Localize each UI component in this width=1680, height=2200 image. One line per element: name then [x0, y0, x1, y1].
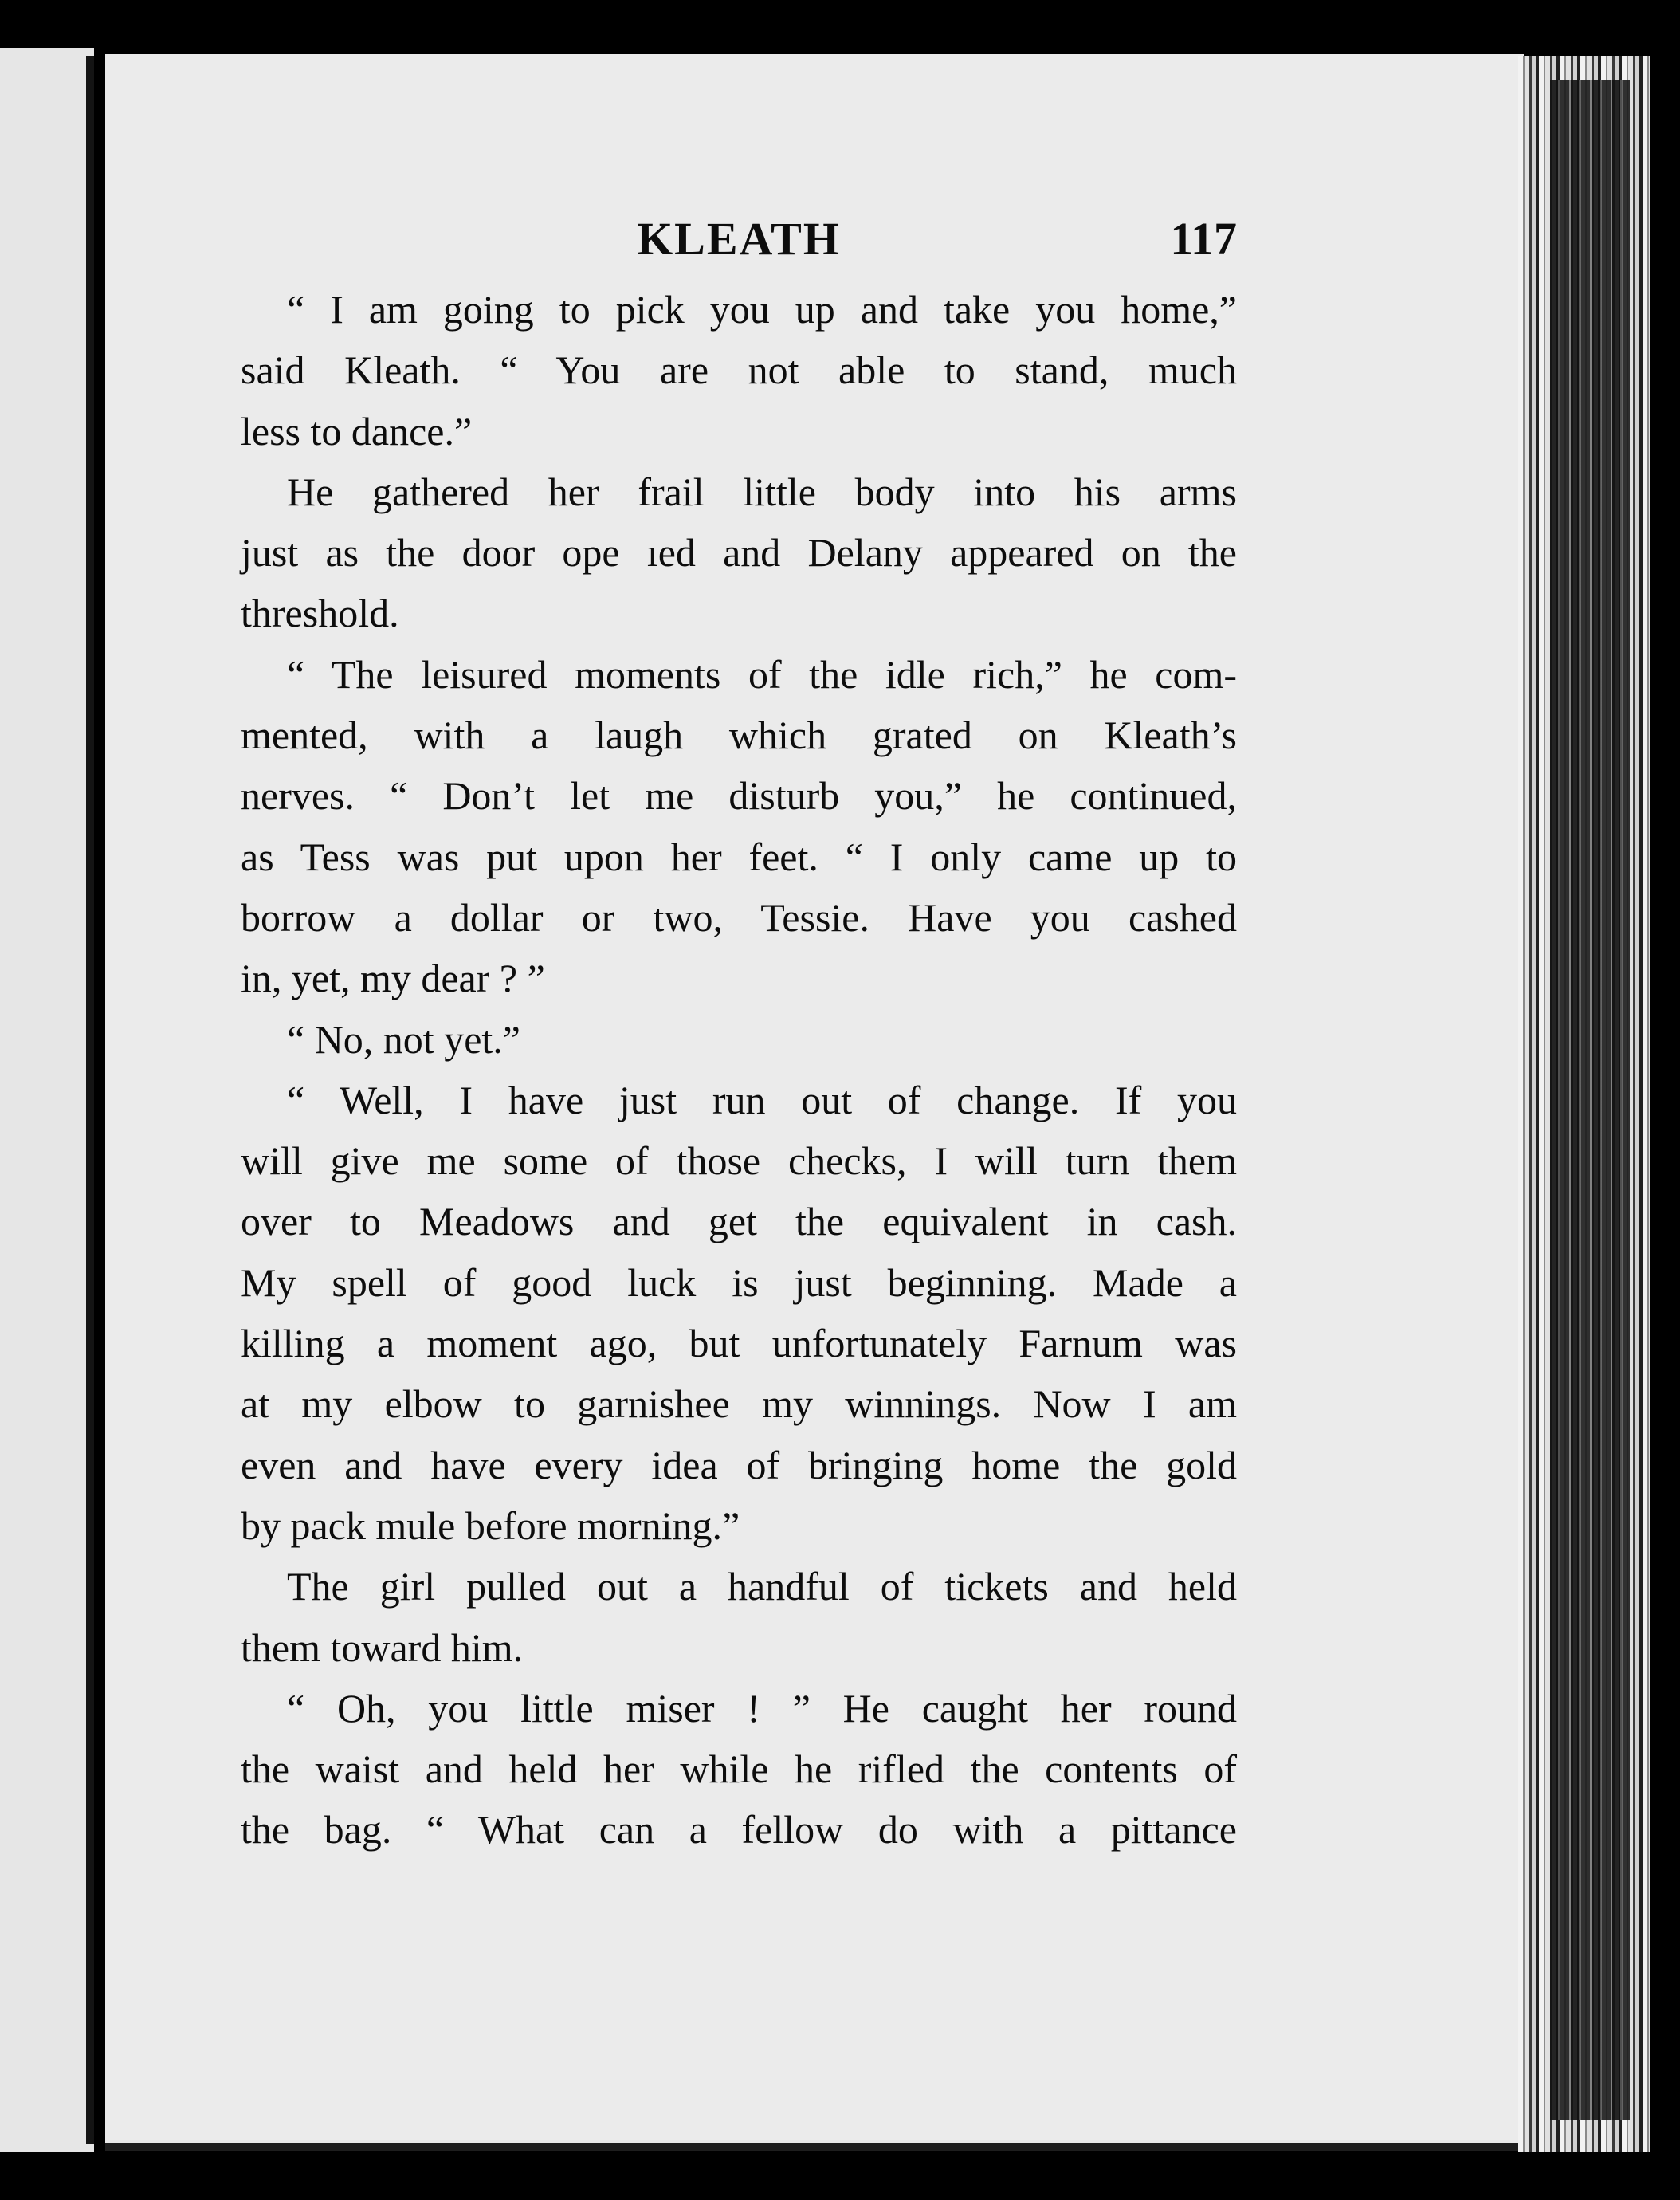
text-line: will give me some of those checks, I will turn them — [241, 1138, 1237, 1184]
text-line: “ No, not yet.” — [287, 1016, 520, 1062]
text-line: killing a moment ago, but unfortunately Farnum was — [241, 1321, 1237, 1366]
text-line: just as the door ope ıed and Delany appeared on the — [241, 530, 1237, 576]
text-line: He gathered her frail little body into his arms — [287, 469, 1237, 514]
text-line: even and have every idea of bringing home the gold — [241, 1442, 1237, 1487]
running-title: KLEATH — [637, 213, 841, 265]
page-bottom-shadow — [105, 2143, 1540, 2151]
text-line: by pack mule before morning.” — [241, 1503, 740, 1548]
text-line: the bag. “ What can a fellow do with a pittance — [241, 1807, 1237, 1852]
text-line: the waist and held her while he rifled the contents of — [241, 1746, 1237, 1792]
page-fore-edge-stack — [1550, 80, 1630, 2120]
text-line: less to dance.” — [241, 408, 473, 454]
text-line: mented, with a laugh which grated on Kleath’s — [241, 713, 1237, 758]
book-gutter — [86, 56, 94, 2144]
body-text — [241, 279, 1237, 1860]
text-line: “ The leisured moments of the idle rich,” he com- — [287, 651, 1237, 697]
text-line: over to Meadows and get the equivalent in cash. — [241, 1199, 1237, 1244]
text-line: “ Oh, you little miser ! ” He caught her round — [287, 1685, 1237, 1731]
text-line: as Tess was put upon her feet. “ I only came up to — [241, 834, 1237, 879]
page-number: 117 — [1170, 213, 1237, 265]
text-line: nerves. “ Don’t let me disturb you,” he continued, — [241, 773, 1237, 819]
text-line: said Kleath. “ You are not able to stand, much — [241, 348, 1237, 393]
text-line: My spell of good luck is just beginning. Made a — [241, 1259, 1237, 1305]
running-head — [241, 207, 1237, 271]
text-line: “ Well, I have just run out of change. If you — [287, 1077, 1237, 1122]
text-line: borrow a dollar or two, Tessie. Have you cashed — [241, 894, 1237, 940]
text-line: in, yet, my dear ? ” — [241, 956, 545, 1001]
text-line: threshold. — [241, 591, 399, 636]
text-line: The girl pulled out a handful of tickets and held — [287, 1564, 1237, 1609]
text-line: them toward him. — [241, 1624, 524, 1670]
text-line: “ I am going to pick you up and take you home,” — [287, 287, 1237, 332]
page-text-block — [241, 207, 1237, 1860]
left-page-edge — [0, 48, 94, 2152]
text-line: at my elbow to garnishee my winnings. Now I am — [241, 1381, 1237, 1427]
